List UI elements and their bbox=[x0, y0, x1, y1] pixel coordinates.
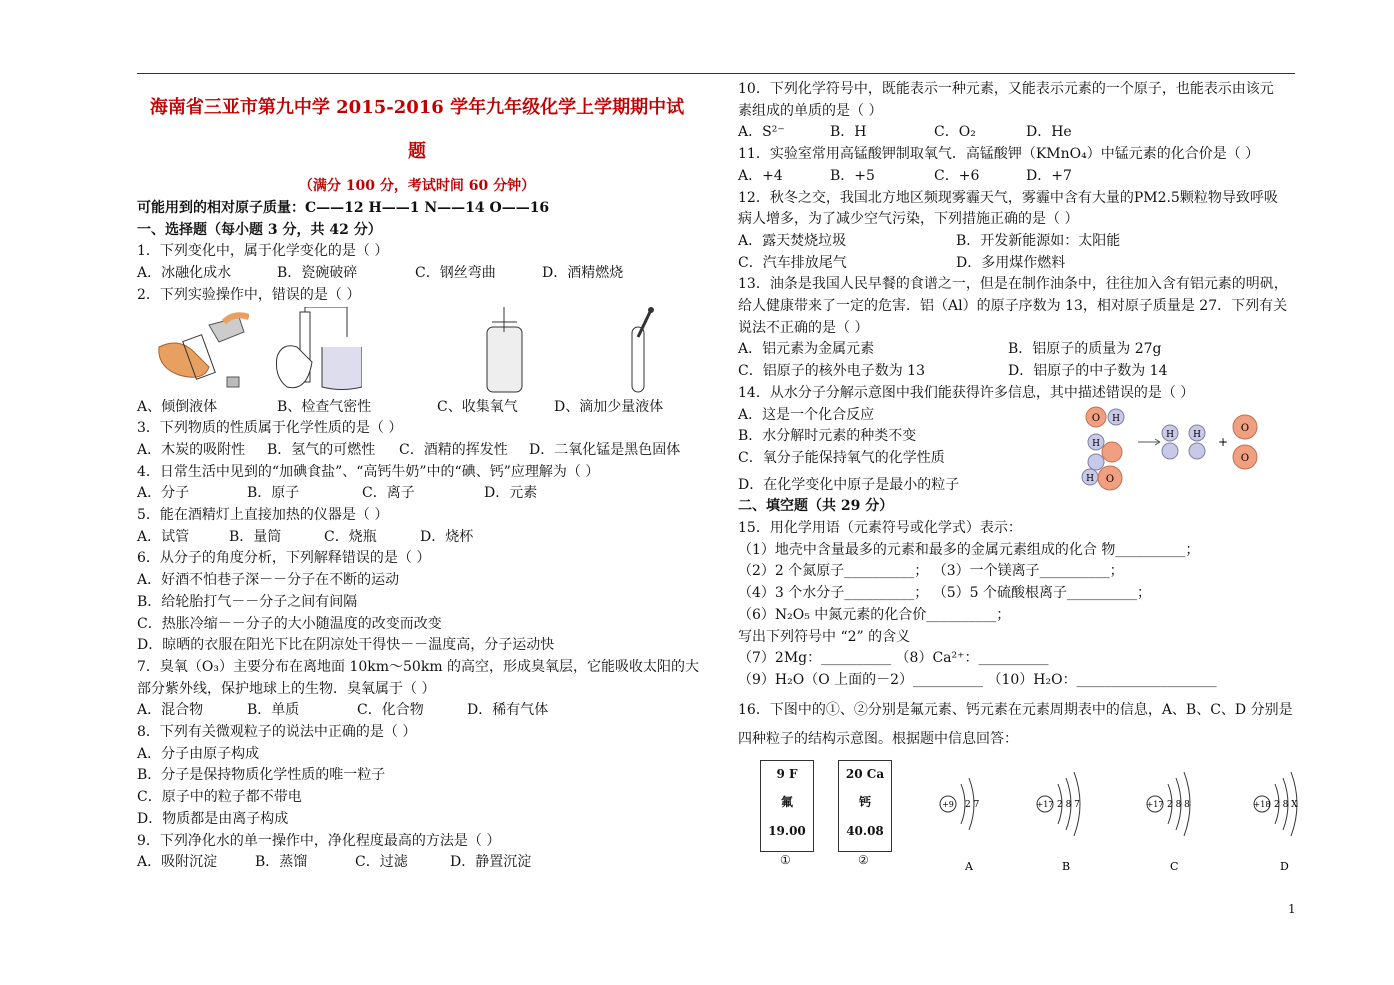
question-15-item-7-8: （7）2Mg：__________ （8）Ca²⁺：__________ bbox=[738, 650, 1049, 667]
section-1-heading: 一、选择题（每小题 3 分，共 42 分） bbox=[137, 221, 382, 238]
q10-option-c: C．O₂ bbox=[934, 124, 976, 141]
atom-structure-diagrams bbox=[925, 762, 1305, 877]
q6-option-c: C．热胀冷缩－－分子的大小随温度的改变而改变 bbox=[137, 615, 442, 632]
question-15-item-4-5: （4）3 个水分子__________； （5）5 个硫酸根离子__________； bbox=[738, 585, 1151, 602]
q7-option-d: D．稀有气体 bbox=[467, 702, 549, 719]
element-name: 氟 bbox=[780, 795, 793, 809]
header-rule bbox=[137, 73, 1295, 74]
nucleus-charge: +18 bbox=[1253, 800, 1271, 809]
question-15-item-9-10: （9）H₂O（O 上面的－2）__________ （10）H₂O：____________________ bbox=[738, 671, 1217, 688]
q13-option-a: A．铝元素为金属元素 bbox=[738, 341, 875, 358]
h-atom-label: H bbox=[1166, 430, 1174, 440]
electron-shells: 2 8 8 bbox=[1167, 800, 1190, 810]
question-9: 9．下列净化水的单一操作中，净化程度最高的方法是（ ） bbox=[137, 832, 501, 849]
question-5: 5．能在酒精灯上直接加热的仪器是（ ） bbox=[137, 507, 389, 524]
question-9-options bbox=[137, 852, 697, 874]
q11-option-d: D．+7 bbox=[1026, 167, 1072, 184]
question-7-line2: 部分紫外线，保护地球上的生物．臭氧属于（ ） bbox=[137, 680, 436, 697]
q1-option-d: D．酒精燃烧 bbox=[542, 265, 624, 282]
question-11: 11．实验室常用高锰酸钾制取氧气．高锰酸钾（KMnO₄）中锰元素的化合价是（ ） bbox=[738, 146, 1260, 163]
q11-option-b: B．+5 bbox=[830, 167, 875, 184]
q3-option-a: A．木炭的吸附性 bbox=[137, 441, 246, 458]
q10-option-b: B．H bbox=[830, 124, 867, 141]
question-14: 14．从水分子分解示意图中我们能获得许多信息，其中描述错误的是（ ） bbox=[738, 384, 1195, 401]
q6-option-b: B．给轮胎打气－－分子之间有间隔 bbox=[137, 593, 358, 610]
question-13-line3: 说法不正确的是（ ） bbox=[738, 319, 869, 336]
q7-option-c: C．化合物 bbox=[357, 702, 424, 719]
q9-option-d: D．静置沉淀 bbox=[450, 854, 532, 871]
question-2-apparatus-figures bbox=[137, 307, 697, 397]
question-13-line2: 给人健康带来了一定的危害．铝（Al）的原子序数为 13，相对原子质量是 27．下列有关 bbox=[738, 298, 1288, 315]
question-3-options bbox=[137, 440, 697, 462]
q5-option-c: C．烧瓶 bbox=[324, 528, 377, 545]
nucleus-charge: +17 bbox=[1146, 800, 1164, 809]
question-4-options bbox=[137, 483, 697, 505]
left-column bbox=[137, 86, 700, 874]
q3-option-c: C．酒精的挥发性 bbox=[399, 441, 508, 458]
q14-option-d: D．在化学变化中原子是最小的粒子 bbox=[738, 476, 960, 493]
section-2-heading: 二、填空题（共 29 分） bbox=[738, 498, 894, 515]
q3-option-b: B．氢气的可燃性 bbox=[267, 441, 376, 458]
nucleus-charge: +9 bbox=[942, 800, 954, 809]
q10-option-a: A．S²⁻ bbox=[738, 124, 785, 141]
q8-option-d: D．物质都是由离子构成 bbox=[137, 810, 289, 827]
question-13-line1: 13．油条是我国人民早餐的食谱之一，但是在制作油条中，往往加入含有铝元素的明矾， bbox=[738, 276, 1288, 293]
o-atom-label: O bbox=[1240, 453, 1250, 464]
q13-option-d: D．铝原子的中子数为 14 bbox=[1008, 363, 1168, 380]
q14-option-b: B．水分解时元素的种类不变 bbox=[738, 428, 917, 445]
q13-row-cd bbox=[738, 361, 1298, 383]
electron-shells: 2 7 bbox=[965, 800, 980, 810]
exam-title-line2: 题 bbox=[408, 141, 426, 162]
q12-option-b: B．开发新能源如：太阳能 bbox=[956, 232, 1121, 249]
atom-label: C bbox=[1170, 860, 1179, 873]
question-4: 4．日常生活中见到的“加碘食盐”、“高钙牛奶”中的“碘、钙”应理解为（ ） bbox=[137, 463, 600, 480]
question-15-item-6: （6）N₂O₅ 中氮元素的化合价__________； bbox=[738, 606, 1011, 623]
element-mark: ② bbox=[858, 853, 869, 867]
question-2-labels bbox=[137, 397, 697, 419]
element-cell-fluorine bbox=[760, 760, 814, 852]
hydrogen-molecules bbox=[1162, 425, 1205, 459]
element-mark: ① bbox=[780, 853, 791, 867]
element-mass: 19.00 bbox=[768, 824, 806, 838]
q1-option-b: B．瓷碗破碎 bbox=[277, 265, 358, 282]
question-15-item-2-3: （2）2 个氮原子__________； （3）一个镁离子__________； bbox=[738, 563, 1124, 580]
q5-option-a: A．试管 bbox=[137, 528, 190, 545]
airtight-check-figure bbox=[272, 307, 362, 397]
element-mass: 40.08 bbox=[846, 824, 884, 838]
q12-option-c: C．汽车排放尾气 bbox=[738, 254, 847, 271]
page-number: 1 bbox=[1288, 902, 1296, 916]
q13-option-b: B．铝原子的质量为 27g bbox=[1008, 341, 1162, 358]
question-16-line2: 四种粒子的结构示意图。根据题中信息回答： bbox=[738, 731, 1018, 748]
question-15-item-1: （1）地壳中含量最多的元素和最多的金属元素组成的化合 物__________； bbox=[738, 541, 1200, 558]
q5-option-b: B．量筒 bbox=[229, 528, 282, 545]
electron-shells: 2 8 X bbox=[1274, 800, 1298, 810]
q2-label-c: C、收集氧气 bbox=[437, 398, 518, 415]
q7-option-b: B．单质 bbox=[247, 702, 300, 719]
q9-option-a: A．吸附沉淀 bbox=[137, 854, 218, 871]
atom-label: B bbox=[1062, 860, 1071, 873]
oxygen-molecule bbox=[1233, 415, 1257, 469]
q1-option-c: C．钢丝弯曲 bbox=[415, 265, 496, 282]
o-atom-label: O bbox=[1091, 413, 1101, 424]
water-decomposition-diagram bbox=[1080, 405, 1265, 495]
question-3: 3．下列物质的性质属于化学性质的是（ ） bbox=[137, 420, 403, 437]
question-1-options bbox=[137, 263, 697, 285]
exam-title-line1: 海南省三亚市第九中学 2015-2016 学年九年级化学上学期期中试 bbox=[149, 97, 685, 118]
q4-option-b: B．原子 bbox=[247, 485, 300, 502]
q11-option-a: A．+4 bbox=[738, 167, 783, 184]
q14-option-c: C．氧分子能保持氧气的化学性质 bbox=[738, 449, 945, 466]
question-15: 15．用化学用语（元素符号或化学式）表示： bbox=[738, 520, 1022, 537]
plus-icon: + bbox=[1218, 435, 1229, 449]
question-12-line2: 病人增多，为了减少空气污染，下列措施正确的是（ ） bbox=[738, 211, 1079, 228]
q11-option-c: C．+6 bbox=[934, 167, 980, 184]
question-5-options bbox=[137, 527, 697, 549]
question-16-line1: 16．下图中的①、②分别是氟元素、钙元素在元素周期表中的信息，A、B、C、D 分别是 bbox=[738, 701, 1293, 718]
nucleus-charge: +17 bbox=[1036, 800, 1054, 809]
atom-diagram-b bbox=[1037, 772, 1081, 873]
q9-option-b: B．蒸馏 bbox=[255, 854, 308, 871]
q12-row-ab bbox=[738, 231, 1298, 253]
atom-diagram-d bbox=[1254, 772, 1299, 873]
o-atom-label: O bbox=[1105, 474, 1115, 485]
h-atom-label: H bbox=[1112, 414, 1120, 424]
q2-label-b: B、检查气密性 bbox=[277, 398, 372, 415]
h-atom-label: H bbox=[1193, 430, 1201, 440]
element-number: 9 F bbox=[776, 767, 798, 781]
question-6: 6．从分子的角度分析，下列解释错误的是（ ） bbox=[137, 550, 431, 567]
q10-option-d: D．He bbox=[1026, 124, 1072, 141]
question-7-options bbox=[137, 700, 697, 722]
q5-option-d: D．烧杯 bbox=[420, 528, 474, 545]
q8-option-c: C．原子中的粒子都不带电 bbox=[137, 789, 302, 806]
q2-label-a: A、倾倒液体 bbox=[137, 398, 218, 415]
electron-shells: 2 8 7 bbox=[1057, 800, 1080, 810]
pour-liquid-figure bbox=[149, 307, 249, 397]
q2-label-d: D、滴加少量液体 bbox=[554, 398, 664, 415]
water-molecule-1 bbox=[1086, 407, 1124, 427]
atom-label: A bbox=[965, 860, 973, 873]
q4-option-c: C．离子 bbox=[362, 485, 415, 502]
q8-option-b: B．分子是保持物质化学性质的唯一粒子 bbox=[137, 767, 386, 784]
q12-option-d: D．多用煤作燃料 bbox=[956, 254, 1066, 271]
water-molecule-2 bbox=[1088, 434, 1122, 470]
q12-row-cd bbox=[738, 253, 1298, 275]
q13-row-ab bbox=[738, 339, 1298, 361]
q4-option-a: A．分子 bbox=[137, 485, 190, 502]
h-atom-label: H bbox=[1092, 439, 1100, 449]
question-1: 1．下列变化中，属于化学变化的是（ ） bbox=[137, 243, 389, 260]
drop-liquid-figure bbox=[622, 307, 682, 397]
q1-option-a: A．冰融化成水 bbox=[137, 265, 232, 282]
water-molecule-3 bbox=[1082, 466, 1122, 490]
q6-option-d: D．晾晒的衣服在阳光下比在阴凉处干得快－－温度高，分子运动快 bbox=[137, 637, 555, 654]
q14-option-a: A．这是一个化合反应 bbox=[738, 406, 875, 423]
q6-option-a: A．好酒不怕巷子深－－分子在不断的运动 bbox=[137, 572, 400, 589]
element-cell-calcium bbox=[838, 760, 892, 852]
h-atom-label: H bbox=[1086, 474, 1094, 484]
atomic-mass-note: 可能用到的相对原子质量：C——12 H——1 N——14 O——16 bbox=[137, 200, 550, 216]
question-8: 8．下列有关微观粒子的说法中正确的是（ ） bbox=[137, 724, 417, 741]
question-15-meaning-prompt: 写出下列符号中 “2” 的含义 bbox=[738, 628, 911, 645]
q12-option-a: A．露天焚烧垃圾 bbox=[738, 232, 847, 249]
q9-option-c: C．过滤 bbox=[355, 854, 408, 871]
q4-option-d: D．元素 bbox=[484, 485, 538, 502]
q3-option-d: D．二氧化锰是黑色固体 bbox=[529, 441, 681, 458]
question-7-line1: 7．臭氧（O₃）主要分布在离地面 10km～50km 的高空，形成臭氧层，它能吸收太阳的大 bbox=[137, 658, 700, 675]
collect-oxygen-figure bbox=[482, 307, 552, 397]
question-11-options bbox=[738, 166, 1298, 188]
o-atom-label: O bbox=[1240, 423, 1250, 434]
atom-diagram-a bbox=[940, 778, 980, 873]
question-10-line2: 素组成的单质的是（ ） bbox=[738, 102, 883, 119]
exam-subtitle: （满分 100 分，考试时间 60 分钟） bbox=[298, 178, 536, 194]
question-12-line1: 12．秋冬之交，我国北方地区频现雾霾天气，雾霾中含有大量的PM2.5颗粒物导致呼吸 bbox=[738, 189, 1278, 206]
q13-option-c: C．铝原子的核外电子数为 13 bbox=[738, 363, 925, 380]
q7-option-a: A．混合物 bbox=[137, 702, 204, 719]
question-10-line1: 10．下列化学符号中，既能表示一种元素，又能表示元素的一个原子，也能表示由该元 bbox=[738, 81, 1274, 97]
atom-label: D bbox=[1280, 860, 1289, 873]
question-2: 2．下列实验操作中，错误的是（ ） bbox=[137, 286, 361, 303]
element-name: 钙 bbox=[858, 795, 871, 809]
question-10-options bbox=[738, 122, 1298, 144]
element-number: 20 Ca bbox=[845, 767, 885, 781]
q8-option-a: A．分子由原子构成 bbox=[137, 745, 260, 762]
atom-diagram-c bbox=[1147, 772, 1191, 873]
